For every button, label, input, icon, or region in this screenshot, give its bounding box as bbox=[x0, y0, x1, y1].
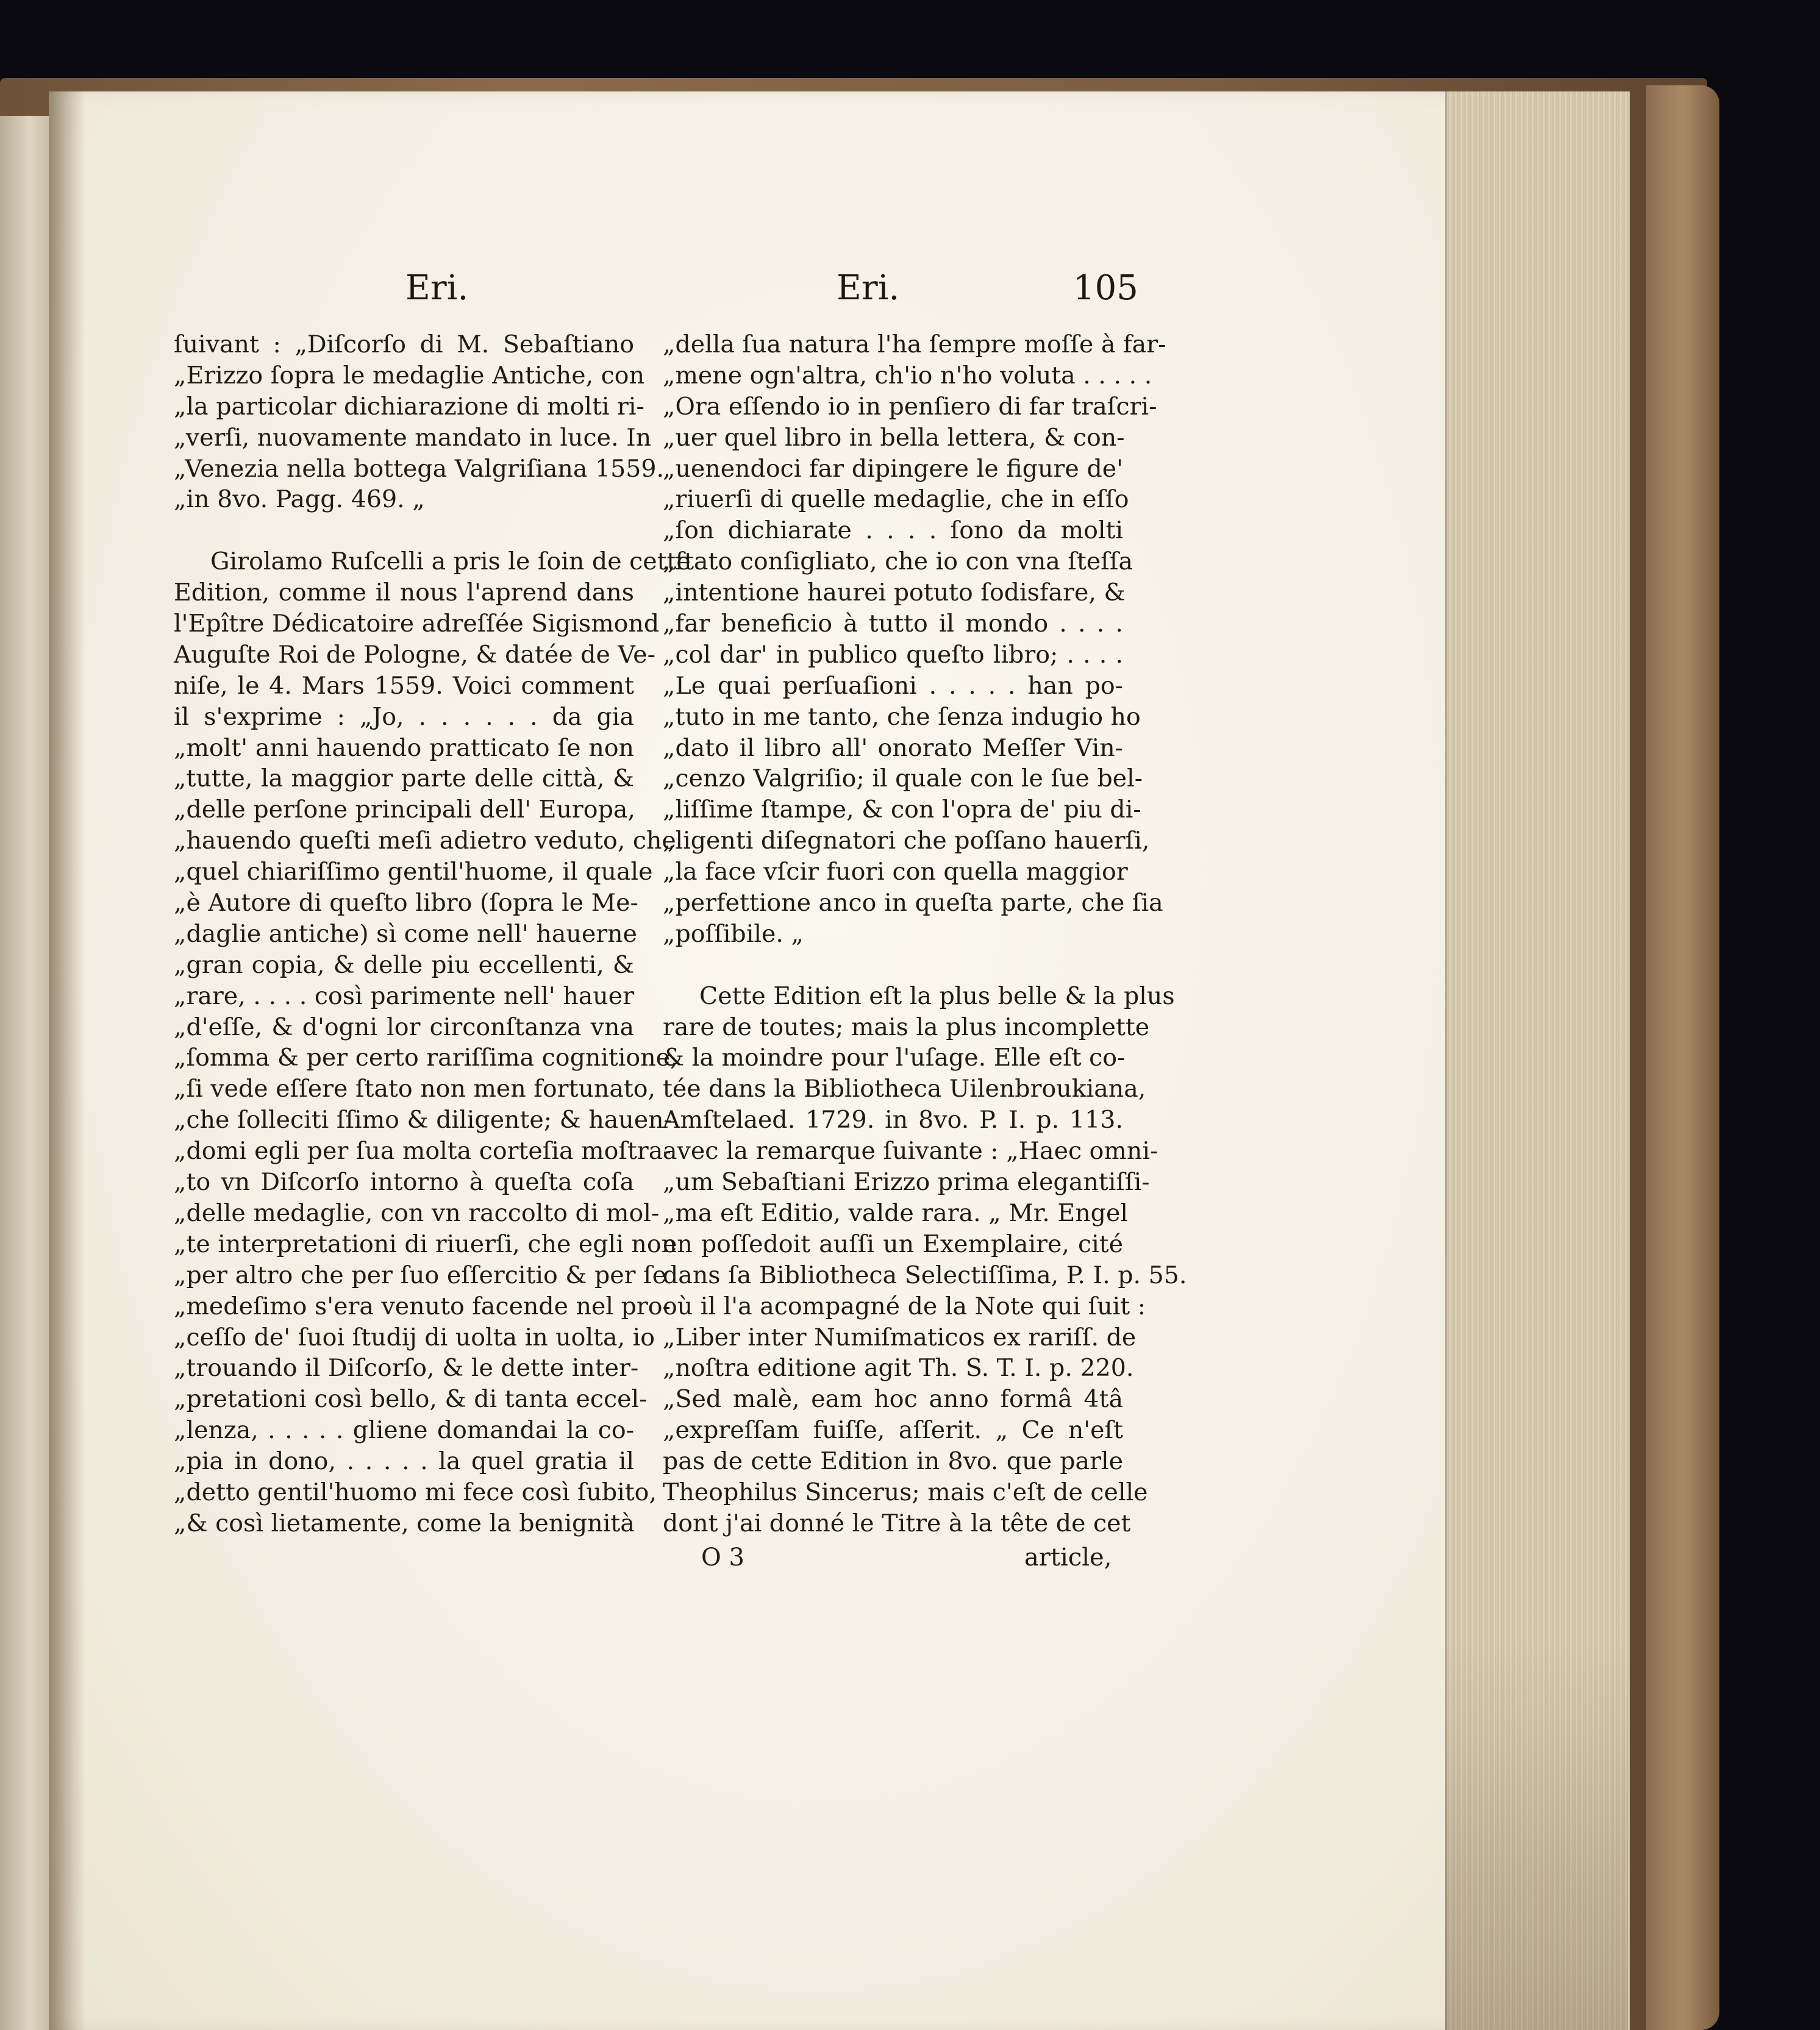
text-line: il s'exprime : „Jo, . . . . . . da gia bbox=[174, 702, 634, 731]
text-line: & la moindre pour l'uſage. Elle eſt co- bbox=[663, 1044, 1126, 1072]
catchword: article, bbox=[1024, 1544, 1112, 1572]
text-line: „te interpretationi di riuerſi, che egli non bbox=[174, 1230, 677, 1258]
paragraph-break bbox=[663, 950, 1123, 981]
text-line: „domi egli per ſua molta corteſia moſtra- bbox=[174, 1137, 671, 1166]
text-line: l'Epître Dédicatoire adreſſée Sigismond bbox=[174, 610, 660, 638]
text-line: „lenza, . . . . . gliene domandai la co- bbox=[174, 1416, 634, 1445]
text-line: „poſſibile. „ bbox=[663, 919, 804, 948]
text-line: „cenzo Valgriſio; il quale con le ſue bel- bbox=[663, 764, 1143, 793]
text-line: „riuerſi di quelle medaglie, che in eſſo bbox=[663, 485, 1129, 514]
text-line: „Liber inter Numiſmaticos ex rariſſ. de bbox=[663, 1323, 1137, 1352]
book-cover-edge bbox=[1646, 85, 1719, 2030]
text-line: tée dans la Bibliotheca Uilenbroukiana, bbox=[663, 1075, 1146, 1103]
page-gutter-shadow bbox=[49, 91, 85, 2030]
text-line: dans ſa Bibliotheca Selectiſſima, P. I. p. 55. bbox=[663, 1261, 1187, 1289]
text-line: „daglie antiche) sì come nell' hauerne bbox=[174, 919, 637, 948]
text-line: pas de cette Edition in 8vo. que parle bbox=[663, 1447, 1123, 1476]
text-line: „noſtra editione agit Th. S. T. I. p. 220. bbox=[663, 1354, 1134, 1383]
text-line: „Ora eſſendo io in penſiero di far traſcri- bbox=[663, 392, 1157, 421]
text-line: „ſon dichiarate . . . . ſono da molti bbox=[663, 516, 1123, 545]
text-line: „col dar' in publico queſto libro; . . . . bbox=[663, 640, 1123, 669]
text-line: „expreſſam fuiſſe, aſſerit. „ Ce n'eſt bbox=[663, 1416, 1123, 1445]
text-line: „rare, . . . . così parimente nell' hauer bbox=[174, 981, 634, 1010]
text-line: en poſſedoit auſſi un Exemplaire, cité bbox=[663, 1230, 1123, 1258]
text-line: „uenendoci far dipingere le figure de' bbox=[663, 454, 1123, 483]
page-block-shade bbox=[1445, 91, 1628, 2030]
text-line: „tutte, la maggior parte delle città, & bbox=[174, 764, 634, 793]
text-line: „la face vſcir fuori con quella maggior bbox=[663, 858, 1128, 886]
text-line: „ſomma & per certo rariſſima cognitione, bbox=[174, 1044, 678, 1072]
text-line: „è Autore di queſto libro (ſopra le Me- bbox=[174, 889, 638, 917]
text-line: dont j'ai donné le Titre à la tête de cet bbox=[663, 1509, 1131, 1537]
text-line: ſuivant : „Diſcorſo di M. Sebaſtiano bbox=[174, 330, 634, 358]
running-head-right: Eri. bbox=[837, 268, 900, 308]
text-line: Auguſte Roi de Pologne, & datée de Ve- bbox=[174, 640, 655, 669]
text-line: „d'eſſe, & d'ogni lor circonſtanza vna bbox=[174, 1013, 634, 1041]
text-line: „Sed malè, eam hoc anno formâ 4tâ bbox=[663, 1385, 1123, 1414]
text-line: „verſi, nuovamente mandato in luce. In bbox=[174, 423, 652, 452]
text-line: „della ſua natura l'ha ſempre moſſe à far- bbox=[663, 330, 1166, 358]
text-line: „delle perſone principali dell' Europa, bbox=[174, 796, 635, 824]
text-line: rare de toutes; mais la plus incomplette bbox=[663, 1013, 1150, 1041]
text-line: „pia in dono, . . . . . la quel gratia il bbox=[174, 1447, 634, 1476]
text-line: „detto gentil'huomo mi fece così ſubito, bbox=[174, 1478, 657, 1506]
text-line: „Venezia nella bottega Valgriſiana 1559. bbox=[174, 454, 665, 483]
text-line: „far beneficio à tutto il mondo . . . . bbox=[663, 610, 1123, 638]
text-line: Edition, comme il nous l'aprend dans bbox=[174, 579, 634, 607]
text-line: „mene ogn'altra, ch'io n'ho voluta . . . . . bbox=[663, 361, 1152, 390]
text-line: „to vn Diſcorſo intorno à queſta coſa bbox=[174, 1168, 634, 1197]
text-line: „trouando il Diſcorſo, & le dette inter- bbox=[174, 1354, 639, 1383]
text-column-right bbox=[663, 329, 1187, 1539]
text-line: „um Sebaſtiani Erizzo prima elegantiſſi- bbox=[663, 1168, 1150, 1197]
text-line: „hauendo queſti meſi adietro veduto, che bbox=[174, 827, 676, 855]
signature-mark: O 3 bbox=[701, 1544, 744, 1572]
text-line: „medeſimo s'era venuto facende nel pro- bbox=[174, 1292, 671, 1320]
text-line: Cette Edition eſt la plus belle & la plus bbox=[699, 981, 1175, 1010]
text-line: „tuto in me tanto, che ſenza indugio ho bbox=[663, 702, 1141, 731]
page-number: 105 bbox=[1073, 268, 1138, 308]
text-line: avec la remarque ſuivante : „Haec omni- bbox=[663, 1137, 1158, 1166]
text-line: „& così lietamente, come la benignità bbox=[174, 1509, 635, 1537]
running-head-left: Eri. bbox=[405, 268, 469, 308]
text-line: „molt' anni hauendo pratticato ſe non bbox=[174, 733, 634, 762]
text-line: „liſſime ſtampe, & con l'opra de' piu di- bbox=[663, 796, 1141, 824]
text-line: Amſtelaed. 1729. in 8vo. P. I. p. 113. bbox=[663, 1106, 1123, 1134]
facing-page-sliver bbox=[0, 116, 49, 2030]
text-column-left bbox=[174, 329, 691, 1539]
text-line: niſe, le 4. Mars 1559. Voici comment bbox=[174, 671, 634, 700]
text-line: „quel chiariſſimo gentil'huome, il quale bbox=[174, 858, 653, 886]
text-line: Girolamo Ruſcelli a pris le ſoin de cette bbox=[210, 547, 691, 576]
text-line: „dato il libro all' onorato Meſſer Vin- bbox=[663, 733, 1123, 762]
text-line: „perfettione anco in queſta parte, che ſia bbox=[663, 889, 1163, 917]
text-line: „ma eſt Editio, valde rara. „ Mr. Engel bbox=[663, 1198, 1128, 1227]
text-line: „Erizzo ſopra le medaglie Antiche, con bbox=[174, 361, 645, 390]
text-line: „ſi vede eſſere ſtato non men fortunato, bbox=[174, 1075, 656, 1103]
text-line: „che ſolleciti ſſimo & diligente; & hauen- bbox=[174, 1106, 672, 1134]
text-line: „per altro che per ſuo eſſercitio & per ſe bbox=[174, 1261, 667, 1289]
text-line: „ligenti diſegnatori che poſſano hauerſi, bbox=[663, 827, 1150, 855]
text-line: où il l'a acompagné de la Note qui ſuit : bbox=[663, 1292, 1146, 1320]
text-line: „pretationi così bello, & di tanta eccel- bbox=[174, 1385, 648, 1414]
text-line: „intentione haurei potuto ſodisfare, & bbox=[663, 579, 1126, 607]
text-line: „uer quel libro in bella lettera, & con- bbox=[663, 423, 1125, 452]
paragraph-break bbox=[174, 515, 634, 546]
text-line: „ſtato conſigliato, che io con vna ſteſſa bbox=[663, 547, 1133, 576]
text-line: „in 8vo. Pagg. 469. „ bbox=[174, 485, 425, 514]
text-line: Theophilus Sincerus; mais c'eſt de celle bbox=[663, 1478, 1148, 1506]
text-line: „Le quai perſuaſioni . . . . . han po- bbox=[663, 671, 1123, 700]
text-line: „delle medaglie, con vn raccolto di mol- bbox=[174, 1198, 660, 1227]
text-line: „gran copia, & delle piu eccellenti, & bbox=[174, 950, 634, 979]
text-line: „la particolar dichiarazione di molti ri- bbox=[174, 392, 644, 421]
text-line: „ceſſo de' ſuoi ſtudij di uolta in uolta, io bbox=[174, 1323, 655, 1352]
